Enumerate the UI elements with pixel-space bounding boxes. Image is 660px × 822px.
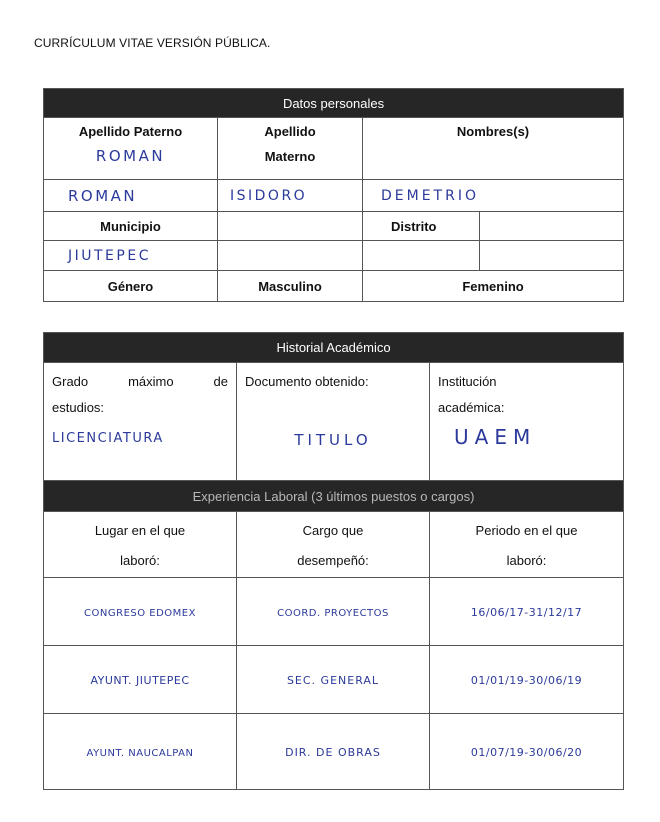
cargo-value: DIR. DE OBRAS: [285, 745, 381, 759]
apellido-paterno-label: Apellido Paterno: [78, 124, 183, 139]
periodo-value: 01/01/19-30/06/19: [470, 673, 583, 687]
grado-value: LICENCIATURA: [52, 431, 164, 446]
lugar-value: CONGRESO EDOMEX: [84, 607, 196, 619]
personal-data-table: [43, 88, 624, 302]
lugar-header-line2: laboró:: [120, 553, 160, 568]
documento-label: Documento obtenido:: [245, 374, 369, 389]
grado-cell: [44, 363, 237, 481]
empty-cell: [480, 241, 624, 271]
lugar-value: AYUNT. JIUTEPEC: [90, 673, 190, 687]
apellido-materno-value-cell: [218, 180, 363, 212]
experience-section-header: Experiencia Laboral (3 últimos puestos o cargos): [44, 481, 624, 512]
academic-history-table: [43, 332, 624, 790]
table-row: [44, 646, 624, 714]
documento-cell: [237, 363, 430, 481]
periodo-cell: [430, 578, 624, 646]
masculino-label: Masculino: [218, 271, 363, 302]
distrito-value-cell: [480, 212, 624, 241]
periodo-value: 16/06/17-31/12/17: [470, 605, 583, 619]
periodo-header-line1: Periodo en el que: [475, 523, 578, 538]
table-row: [44, 578, 624, 646]
apellido-materno-value: ISIDORO: [230, 187, 308, 204]
institucion-label-line2: académica:: [438, 400, 505, 415]
lugar-value: AYUNT. NAUCALPAN: [86, 747, 194, 759]
nombres-value: DEMETRIO: [381, 187, 479, 204]
lugar-header-cell: [44, 512, 237, 578]
nombres-label: Nombres(s): [456, 124, 530, 139]
academic-section-header: Historial Académico: [44, 333, 624, 363]
periodo-header-line2: laboró:: [506, 553, 547, 568]
apellido-paterno-cell: [44, 118, 218, 180]
cargo-header-cell: [237, 512, 430, 578]
lugar-cell: [44, 714, 237, 790]
lugar-cell: [44, 646, 237, 714]
lugar-header-line1: Lugar en el que: [94, 523, 186, 538]
lugar-cell: [44, 578, 237, 646]
institucion-label-line1: Institución: [438, 374, 497, 389]
cargo-header-line1: Cargo que: [302, 523, 364, 538]
municipio-label: Municipio: [44, 212, 218, 241]
cargo-cell: [237, 714, 430, 790]
genero-label: Género: [44, 271, 218, 302]
personal-section-header: Datos personales: [44, 89, 624, 118]
apellido-paterno-value-cell: [44, 180, 218, 212]
municipio-value: JIUTEPEC: [68, 247, 151, 264]
empty-cell: [363, 241, 480, 271]
cargo-value: COORD. PROYECTOS: [277, 607, 389, 619]
institucion-value: UAEM: [454, 425, 537, 449]
cargo-header-line2: desempeñó:: [297, 553, 369, 568]
document-title: CURRÍCULUM VITAE VERSIÓN PÚBLICA.: [34, 36, 271, 50]
institucion-cell: [430, 363, 624, 481]
cargo-cell: [237, 578, 430, 646]
apellido-materno-label-line1: Apellido: [264, 124, 316, 139]
table-row: [44, 714, 624, 790]
periodo-value: 01/07/19-30/06/20: [470, 745, 583, 759]
documento-value: TITULO: [294, 431, 372, 449]
cargo-value: SEC. GENERAL: [286, 673, 380, 687]
grado-label-line2: estudios:: [52, 400, 105, 415]
cargo-cell: [237, 646, 430, 714]
periodo-cell: [430, 714, 624, 790]
grado-label-line1: Grado máximo de: [52, 374, 228, 389]
periodo-header-cell: [430, 512, 624, 578]
apellido-materno-label-line2: Materno: [264, 149, 316, 164]
nombres-value-cell: [363, 180, 624, 212]
distrito-label: Distrito: [363, 212, 480, 241]
empty-cell: [218, 212, 363, 241]
apellido-paterno-handwritten: ROMAN: [95, 147, 166, 165]
periodo-cell: [430, 646, 624, 714]
apellido-paterno-value: ROMAN: [68, 186, 138, 205]
municipio-value-cell: [44, 241, 218, 271]
apellido-materno-label-cell: [218, 118, 363, 180]
femenino-label: Femenino: [363, 271, 624, 302]
empty-cell: [218, 241, 363, 271]
nombres-label-cell: [363, 118, 624, 180]
